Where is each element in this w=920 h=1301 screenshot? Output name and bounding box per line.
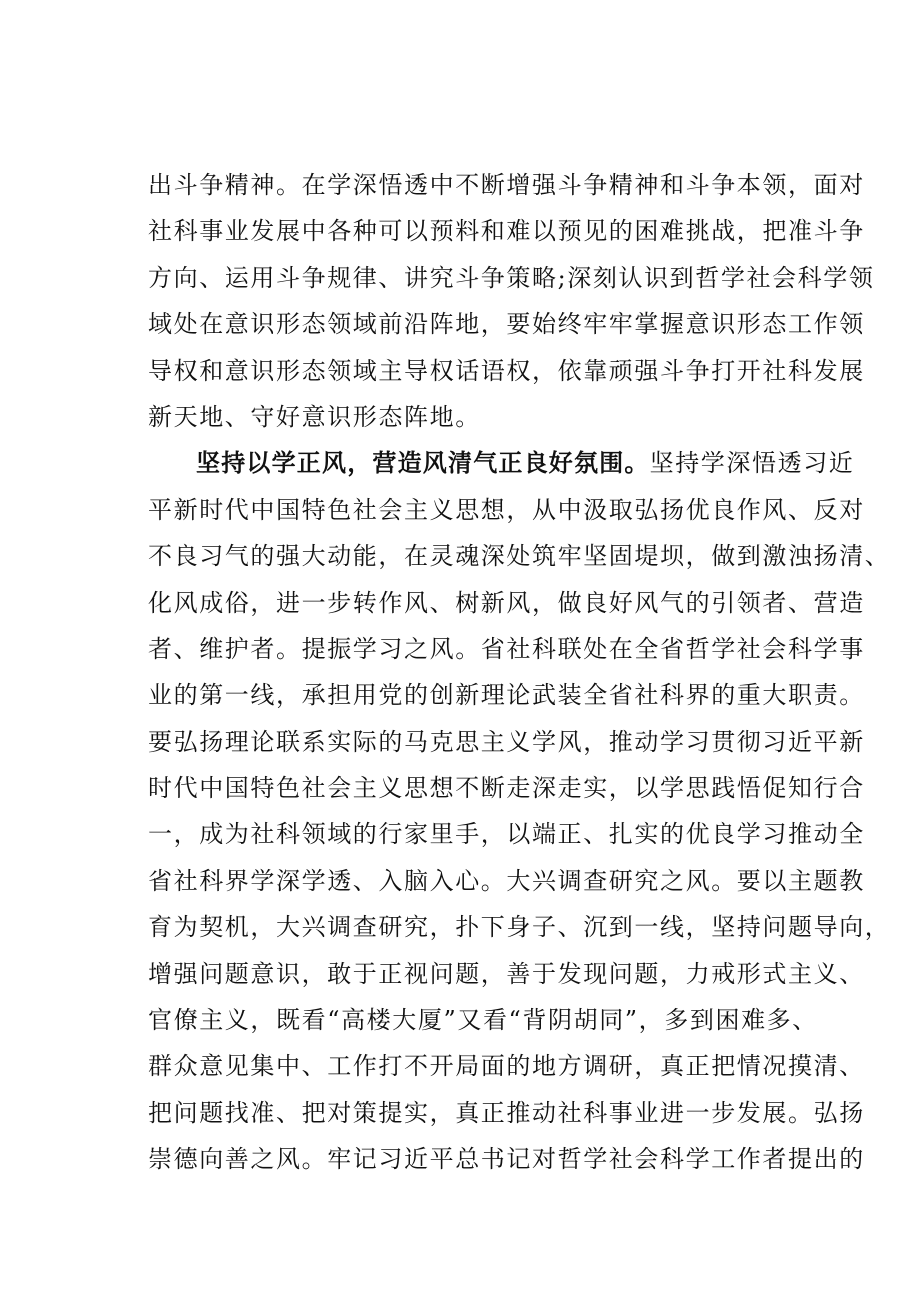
text-line bbox=[148, 440, 855, 486]
text-line: 崇德向善之风。牢记习近平总书记对哲学社会科学工作者提出的 bbox=[148, 1145, 865, 1174]
text-line: 新天地、守好意识形态阵地。 bbox=[148, 402, 481, 431]
text-line: 省社科界学深学透、入脑入心。大兴调查研究之风。要以主题教 bbox=[148, 866, 865, 895]
text-line: 官僚主义，既看“高楼大厦”又看“背阴胡同”，多到困难多、 bbox=[148, 1006, 818, 1035]
body-text bbox=[148, 162, 891, 1183]
text-line: 把问题找准、把对策提实，真正推动社科事业进一步发展。弘扬 bbox=[148, 1098, 865, 1127]
text-line: 育为契机，大兴调查研究，扑下身子、沉到一线，坚持问题导向， bbox=[148, 913, 891, 942]
text-line: 增强问题意识，敢于正视问题，善于发现问题，力戒形式主义、 bbox=[148, 959, 865, 988]
text-line: 时代中国特色社会主义思想不断走深走实，以学思践悟促知行合 bbox=[148, 774, 865, 803]
text-line: 出斗争精神。在学深悟透中不断增强斗争精神和斗争本领，面对 bbox=[148, 171, 865, 199]
paragraph-2 bbox=[148, 440, 891, 1182]
text-line: 不良习气的强大动能，在灵魂深处筑牢坚固堤坝，做到激浊扬清、 bbox=[148, 542, 891, 571]
text-line: 业的第一线，承担用党的创新理论武装全省社科界的重大职责。 bbox=[148, 681, 865, 710]
text-run: 坚持学深悟透习近 bbox=[649, 449, 855, 478]
text-line: 域处在意识形态领域前沿阵地，要始终牢牢掌握意识形态工作领 bbox=[148, 310, 865, 339]
text-line: 要弘扬理论联系实际的马克思主义学风，推动学习贯彻习近平新 bbox=[148, 727, 865, 756]
paragraph-1 bbox=[148, 162, 875, 440]
text-line: 化风成俗，进一步转作风、树新风，做良好风气的引领者、营造 bbox=[148, 588, 865, 617]
text-line: 导权和意识形态领域主导权话语权，依靠顽强斗争打开社科发展 bbox=[148, 356, 865, 385]
text-line: 社科事业发展中各种可以预料和难以预见的困难挑战，把准斗争 bbox=[148, 217, 865, 246]
text-line: 一，成为社科领域的行家里手，以端正、扎实的优良学习推动全 bbox=[148, 820, 865, 849]
text-line: 平新时代中国特色社会主义思想，从中汲取弘扬优良作风、反对 bbox=[148, 495, 865, 524]
text-line: 群众意见集中、工作打不开局面的地方调研，真正把情况摸清、 bbox=[148, 1052, 865, 1081]
text-line: 者、维护者。提振学习之风。省社科联处在全省哲学社会科学事 bbox=[148, 634, 865, 663]
paragraph-heading: 坚持以学正风，营造风清气正良好氛围。 bbox=[196, 448, 650, 478]
text-line: 方向、运用斗争规律、讲究斗争策略;深刻认识到哲学社会科学领 bbox=[148, 263, 875, 292]
